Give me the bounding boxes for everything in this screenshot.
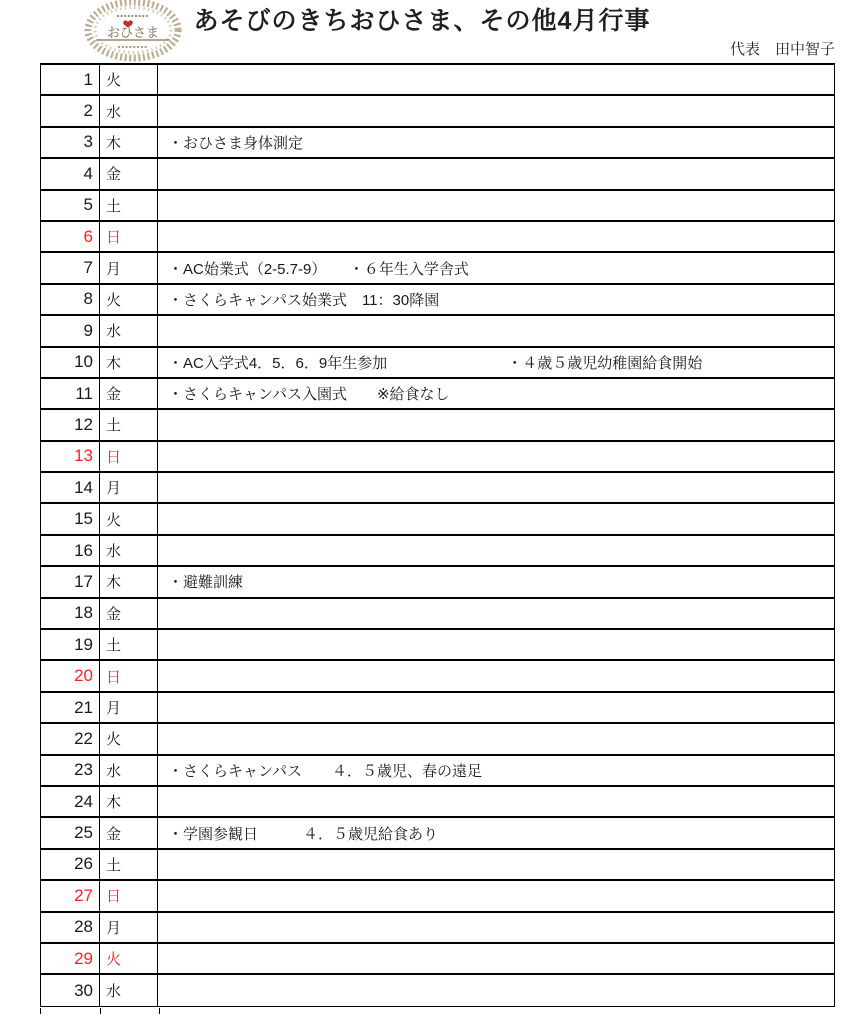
event-cell: ・さくらキャンパス ４．５歳児、春の遠足 bbox=[168, 762, 482, 780]
weekday-cell: 火 bbox=[100, 724, 158, 753]
table-row bbox=[41, 850, 834, 881]
day-number-cell: 6 bbox=[41, 222, 100, 251]
table-row bbox=[41, 379, 834, 410]
weekday-cell: 火 bbox=[100, 65, 158, 94]
weekday-cell: 火 bbox=[100, 285, 158, 314]
event-cell bbox=[158, 724, 834, 753]
day-number-cell: 21 bbox=[41, 693, 100, 722]
table-row bbox=[41, 913, 834, 944]
weekday-cell: 水 bbox=[100, 96, 158, 125]
day-number-cell: 1 bbox=[41, 65, 100, 94]
event-cell: ・避難訓練 bbox=[168, 574, 244, 592]
day-number-cell: 25 bbox=[41, 818, 100, 847]
event-cell bbox=[158, 787, 834, 816]
day-number-cell: 7 bbox=[41, 253, 100, 282]
table-row bbox=[41, 661, 834, 692]
weekday-cell: 木 bbox=[100, 348, 158, 377]
day-number-cell: 20 bbox=[41, 661, 100, 690]
table-row bbox=[41, 504, 834, 535]
table-row bbox=[41, 410, 834, 441]
day-number-cell: 17 bbox=[41, 567, 100, 596]
event-cell: ・おひさま身体測定 bbox=[168, 134, 304, 152]
event-cell: ・さくらキャンパス入園式 ※給食なし bbox=[168, 386, 450, 404]
weekday-cell: 火 bbox=[100, 504, 158, 533]
table-row bbox=[41, 348, 834, 379]
table-row bbox=[41, 253, 834, 284]
day-number-cell: 23 bbox=[41, 756, 100, 785]
table-row bbox=[41, 128, 834, 159]
table-row bbox=[41, 65, 834, 96]
table-row bbox=[41, 693, 834, 724]
event-cell bbox=[158, 473, 834, 502]
table-row bbox=[41, 191, 834, 222]
event-cell bbox=[158, 410, 834, 439]
table-row bbox=[41, 944, 834, 975]
weekday-cell: 水 bbox=[100, 536, 158, 565]
event-cell bbox=[158, 913, 834, 942]
weekday-cell: 土 bbox=[100, 850, 158, 879]
weekday-cell: 木 bbox=[100, 787, 158, 816]
day-number-cell: 19 bbox=[41, 630, 100, 659]
weekday-cell: 水 bbox=[100, 756, 158, 785]
event-cell bbox=[158, 661, 834, 690]
weekday-cell: 木 bbox=[100, 128, 158, 157]
day-number-cell: 9 bbox=[41, 316, 100, 345]
weekday-cell: 金 bbox=[100, 818, 158, 847]
day-number-cell: 8 bbox=[41, 285, 100, 314]
table-row bbox=[41, 756, 834, 787]
weekday-cell: 土 bbox=[100, 630, 158, 659]
weekday-cell: 月 bbox=[100, 253, 158, 282]
day-number-cell: 4 bbox=[41, 159, 100, 188]
weekday-cell: 金 bbox=[100, 159, 158, 188]
event-cell bbox=[158, 159, 834, 188]
day-number-cell: 24 bbox=[41, 787, 100, 816]
day-number-cell: 18 bbox=[41, 599, 100, 628]
day-number-cell: 26 bbox=[41, 850, 100, 879]
event-cell: ・学園参観日 ４．５歳児給食あり bbox=[168, 825, 439, 843]
table-row bbox=[41, 536, 834, 567]
logo-label: おひさま bbox=[106, 25, 160, 40]
event-cell bbox=[158, 599, 834, 628]
event-cell bbox=[158, 504, 834, 533]
day-number-cell: 3 bbox=[41, 128, 100, 157]
day-number-cell: 5 bbox=[41, 191, 100, 220]
day-number-cell: 13 bbox=[41, 442, 100, 471]
event-cell: ・AC始業式（2-5.7-9） ・６年生入学舎式 bbox=[168, 260, 469, 278]
weekday-cell: 火 bbox=[100, 944, 158, 973]
table-row bbox=[41, 818, 834, 849]
day-number-cell: 10 bbox=[41, 348, 100, 377]
day-number-cell: 27 bbox=[41, 881, 100, 910]
day-number-cell: 2 bbox=[41, 96, 100, 125]
weekday-cell: 日 bbox=[100, 661, 158, 690]
table-row bbox=[41, 442, 834, 473]
event-cell bbox=[158, 850, 834, 879]
weekday-cell: 金 bbox=[100, 379, 158, 408]
weekday-cell: 日 bbox=[100, 881, 158, 910]
event-cell bbox=[158, 693, 834, 722]
events-table bbox=[40, 63, 835, 1007]
event-cell: ・さくらキャンパス始業式 11：30降園 bbox=[168, 291, 440, 309]
event-cell bbox=[158, 96, 834, 125]
table-row bbox=[41, 159, 834, 190]
weekday-cell: 土 bbox=[100, 410, 158, 439]
table-row bbox=[41, 787, 834, 818]
event-cell bbox=[158, 881, 834, 910]
weekday-cell: 月 bbox=[100, 693, 158, 722]
event-cell bbox=[158, 944, 834, 973]
day-number-cell: 22 bbox=[41, 724, 100, 753]
weekday-cell: 水 bbox=[100, 975, 158, 1005]
event-cell bbox=[158, 630, 834, 659]
table-row bbox=[41, 630, 834, 661]
page-title: あそびのきちおひさま、その他4月行事 bbox=[193, 7, 651, 35]
weekday-cell: 水 bbox=[100, 316, 158, 345]
event-cell bbox=[158, 191, 834, 220]
table-row bbox=[41, 473, 834, 504]
weekday-cell: 土 bbox=[100, 191, 158, 220]
day-number-cell: 11 bbox=[41, 379, 100, 408]
weekday-cell: 木 bbox=[100, 567, 158, 596]
event-cell bbox=[158, 316, 834, 345]
day-number-cell: 14 bbox=[41, 473, 100, 502]
day-number-cell: 28 bbox=[41, 913, 100, 942]
day-number-cell: 29 bbox=[41, 944, 100, 973]
table-row bbox=[41, 222, 834, 253]
table-row bbox=[41, 599, 834, 630]
weekday-cell: 日 bbox=[100, 222, 158, 251]
weekday-cell: 月 bbox=[100, 473, 158, 502]
day-number-cell: 15 bbox=[41, 504, 100, 533]
table-cutoff-border bbox=[100, 1008, 101, 1014]
event-cell bbox=[158, 442, 834, 471]
event-cell bbox=[158, 65, 834, 94]
table-row bbox=[41, 96, 834, 127]
table-row bbox=[41, 285, 834, 316]
weekday-cell: 月 bbox=[100, 913, 158, 942]
table-cutoff-border bbox=[159, 1008, 160, 1014]
weekday-cell: 日 bbox=[100, 442, 158, 471]
table-row bbox=[41, 567, 834, 598]
representative-name: 代表 田中智子 bbox=[729, 41, 835, 58]
table-row bbox=[41, 881, 834, 912]
event-cell bbox=[158, 222, 834, 251]
event-cell bbox=[158, 975, 834, 1005]
table-cutoff-border bbox=[40, 1008, 41, 1014]
weekday-cell: 金 bbox=[100, 599, 158, 628]
day-number-cell: 30 bbox=[41, 975, 100, 1005]
day-number-cell: 16 bbox=[41, 536, 100, 565]
table-row bbox=[41, 724, 834, 755]
table-row bbox=[41, 316, 834, 347]
table-row bbox=[41, 975, 834, 1006]
event-cell bbox=[158, 536, 834, 565]
day-number-cell: 12 bbox=[41, 410, 100, 439]
event-cell: ・AC入学式4．5．6．9年生参加 ・４歳５歳児幼稚園給食開始 bbox=[168, 354, 703, 372]
